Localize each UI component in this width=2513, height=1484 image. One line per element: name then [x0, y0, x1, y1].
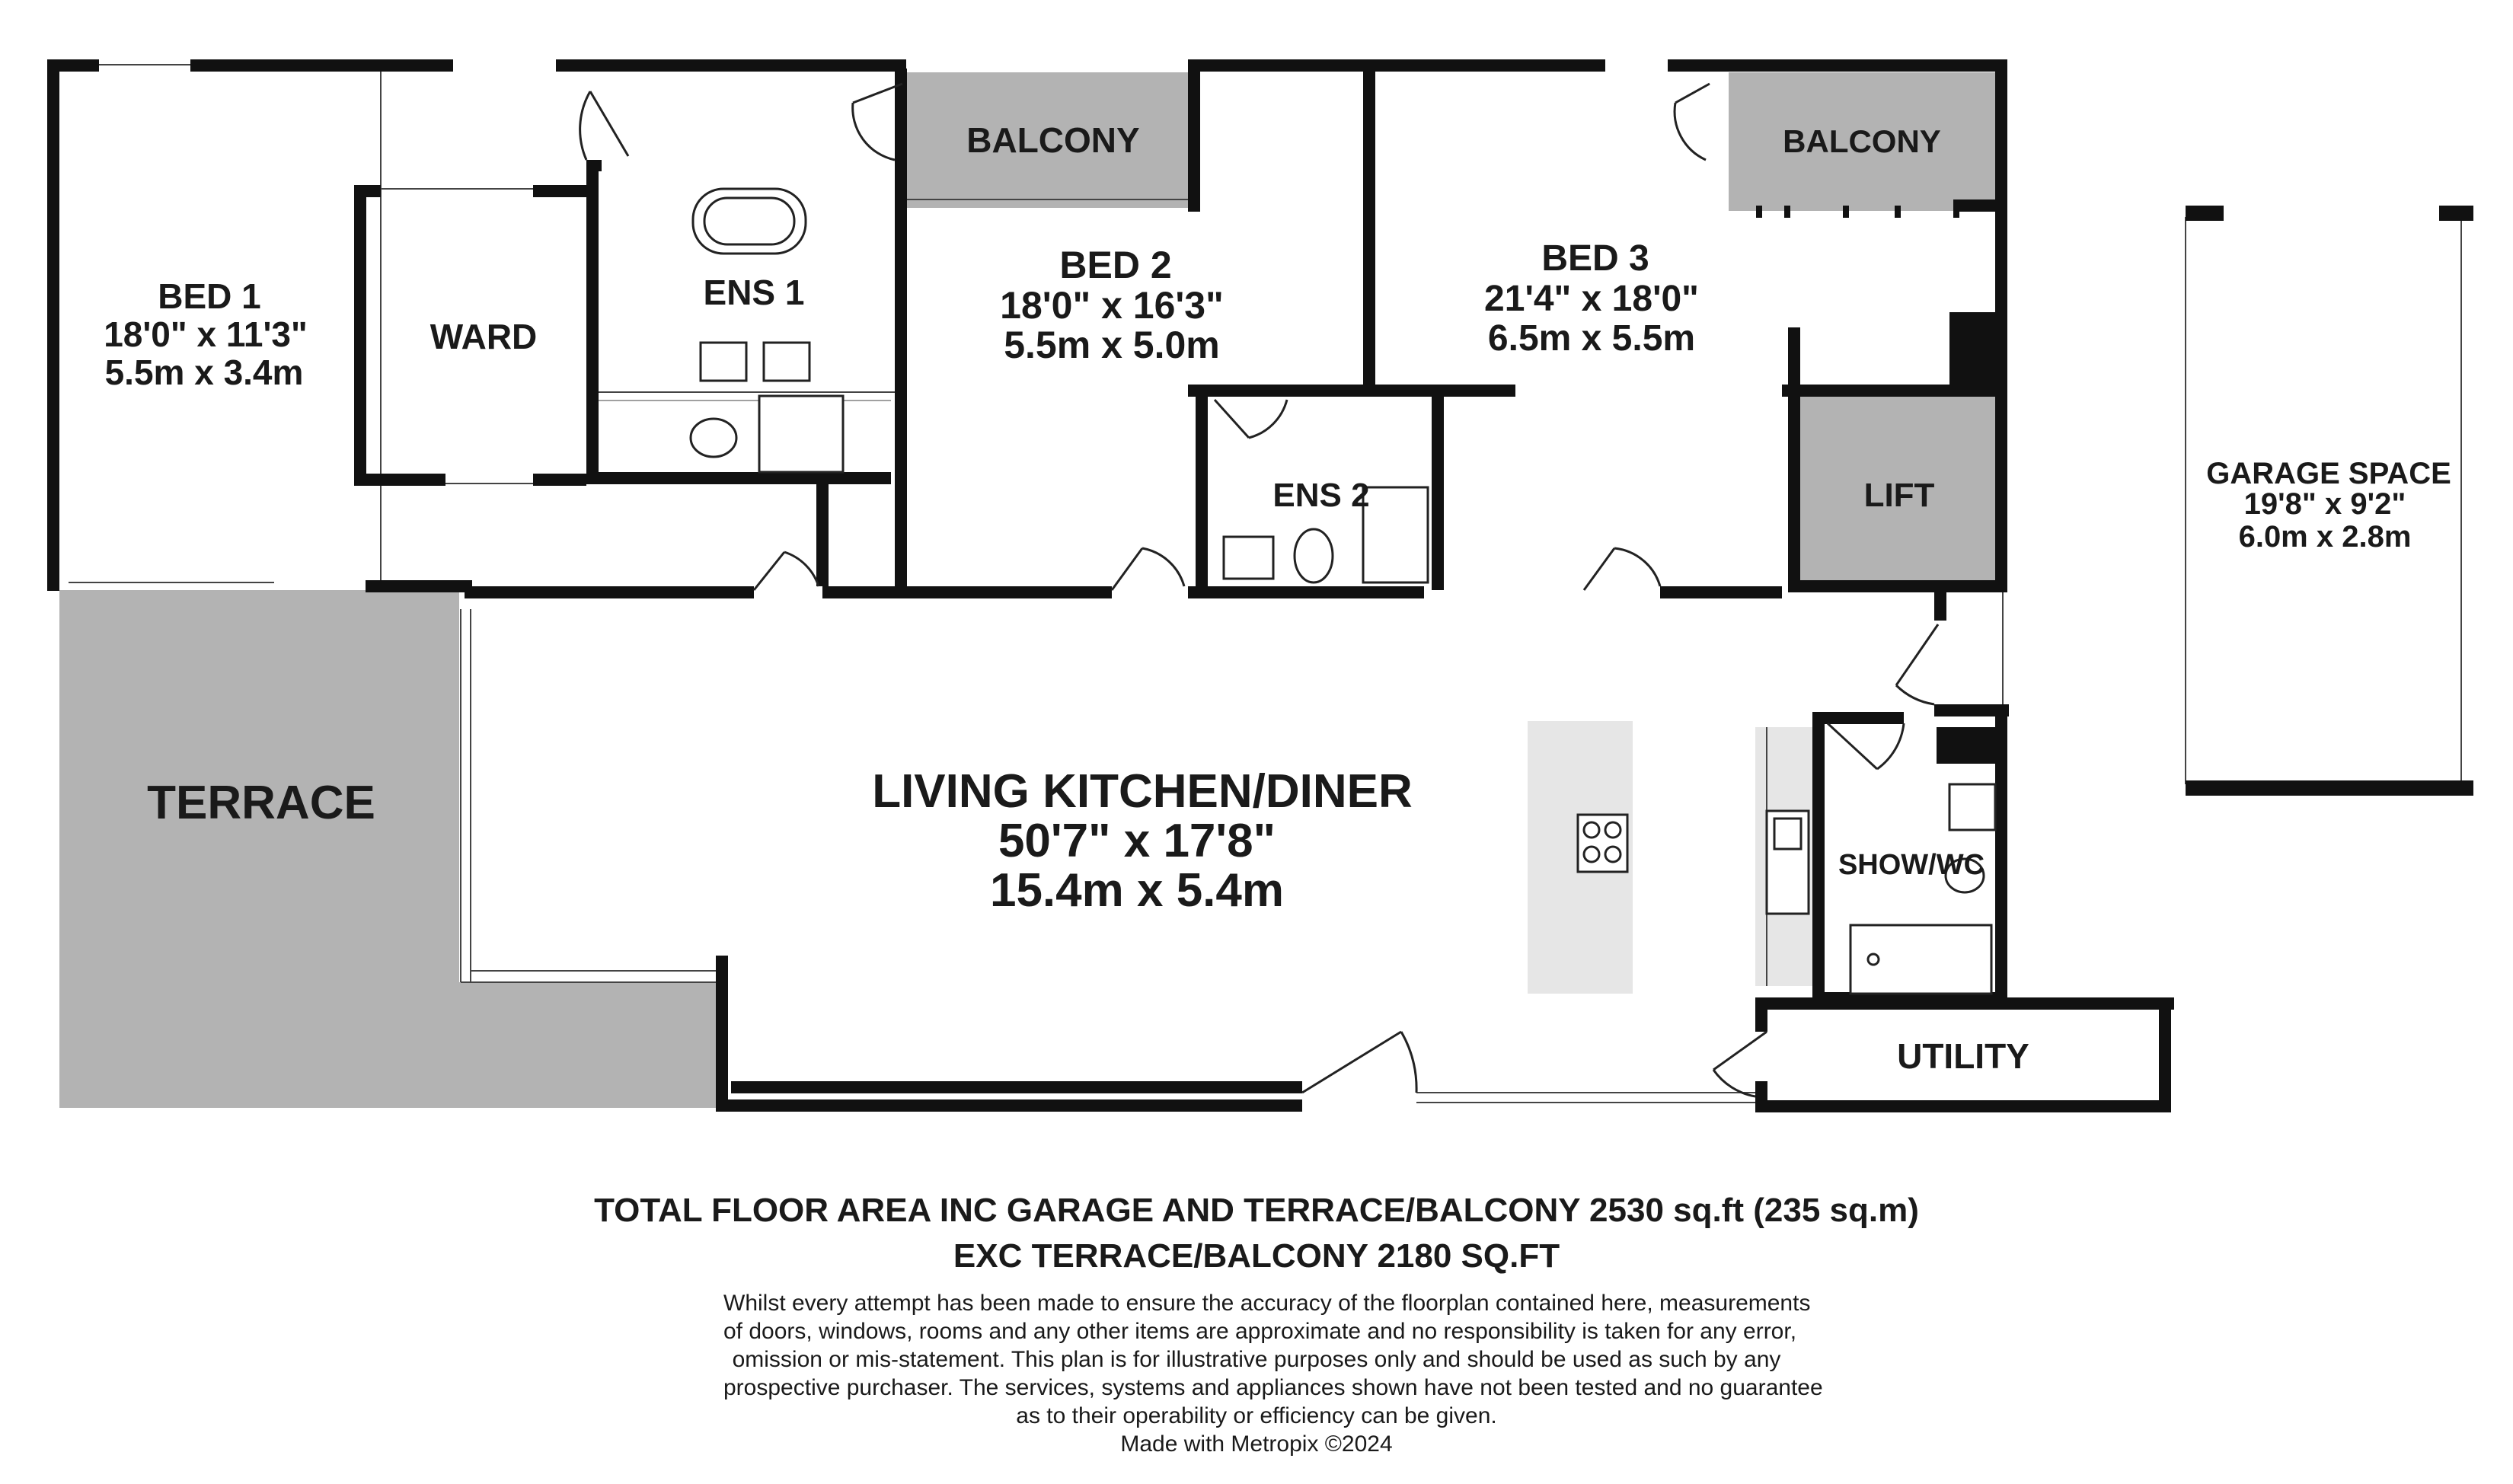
- door-icon: [1713, 1032, 1767, 1070]
- terrace-area-lower: [459, 982, 716, 1108]
- living-name: LIVING KITCHEN/DINER: [872, 765, 1413, 818]
- disclaimer-line: as to their operability or efficiency can be given.: [1016, 1403, 1497, 1428]
- metropix-credit: Made with Metropix ©2024: [1120, 1431, 1393, 1457]
- living-imperial: 50'7" x 17'8": [998, 815, 1276, 867]
- bed1-imperial: 18'0" x 11'3": [104, 314, 308, 354]
- balcony1-label: BALCONY: [966, 120, 1140, 160]
- showwc-label: SHOW/WC: [1838, 849, 1985, 881]
- door-icon: [1584, 548, 1614, 590]
- bed1-name: BED 1: [158, 276, 261, 316]
- garage-imperial: 19'8" x 9'2": [2243, 487, 2406, 521]
- ens2-label: ENS 2: [1272, 477, 1370, 514]
- bed3-name: BED 3: [1541, 238, 1649, 279]
- ens1-label: ENS 1: [703, 273, 805, 312]
- lift-label: LIFT: [1863, 477, 1935, 514]
- terrace-label: TERRACE: [147, 777, 375, 829]
- total-floor-area: TOTAL FLOOR AREA INC GARAGE AND TERRACE/BALCONY 2530 sq.ft (235 sq.m): [594, 1192, 1919, 1229]
- door-icon: [754, 552, 784, 590]
- door-icon: [1112, 548, 1142, 590]
- door-icon: [1675, 84, 1710, 103]
- door-icon: [1896, 624, 1938, 685]
- disclaimer-line: Whilst every attempt has been made to ensure the accuracy of the floorplan contained here, measurements: [723, 1291, 1811, 1316]
- door-icon: [1215, 400, 1249, 438]
- garage-metric: 6.0m x 2.8m: [2238, 520, 2412, 554]
- bed3-imperial: 21'4" x 18'0": [1484, 279, 1699, 319]
- sink-icon: [1949, 784, 1995, 830]
- disclaimer-line: of doors, windows, rooms and any other items are approximate and no responsibility is taken for any error,: [723, 1319, 1797, 1344]
- balcony2-label: BALCONY: [1783, 123, 1941, 159]
- bed3-metric: 6.5m x 5.5m: [1487, 318, 1696, 359]
- bed1-metric: 5.5m x 3.4m: [104, 353, 304, 392]
- disclaimer-line: prospective purchaser. The services, systems and appliances shown have not been tested and no guarantee: [723, 1375, 1823, 1400]
- excluding-terrace-area: EXC TERRACE/BALCONY 2180 SQ.FT: [953, 1237, 1560, 1275]
- toilet-icon: [691, 419, 736, 457]
- sink-icon: [764, 343, 809, 381]
- sink-icon: [701, 343, 746, 381]
- door-icon: [1828, 723, 1877, 769]
- ward-label: WARD: [429, 317, 538, 356]
- terrace-area: [59, 590, 459, 1108]
- living-metric: 15.4m x 5.4m: [989, 864, 1285, 917]
- sink-icon: [1224, 537, 1273, 579]
- bed2-name: BED 2: [1059, 244, 1172, 286]
- bed2-metric: 5.5m x 5.0m: [1004, 324, 1220, 366]
- disclaimer-line: omission or mis-statement. This plan is for illustrative purposes only and should be used as such by any: [732, 1347, 1781, 1372]
- shower-tray-icon: [759, 396, 843, 472]
- bed2-imperial: 18'0" x 16'3": [1000, 284, 1224, 327]
- toilet-icon: [1295, 529, 1333, 582]
- hob-icon: [1578, 815, 1627, 872]
- garage-name: GARAGE SPACE: [2206, 457, 2451, 490]
- door-icon: [590, 91, 628, 156]
- shower-tray-icon: [1363, 487, 1428, 582]
- door-icon: [1302, 1032, 1401, 1093]
- utility-label: UTILITY: [1897, 1036, 2029, 1076]
- disclaimer: [723, 1289, 1823, 1458]
